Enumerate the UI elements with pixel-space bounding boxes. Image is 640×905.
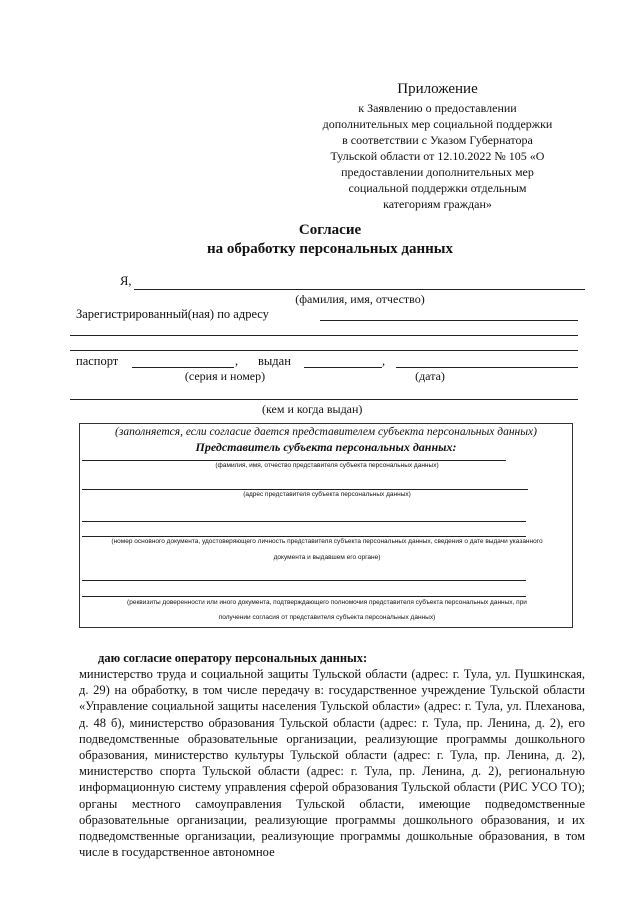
- appendix-line: социальной поддержки отдельным: [348, 181, 527, 195]
- address-field-1[interactable]: [320, 320, 578, 321]
- appendix-header: [300, 80, 575, 212]
- appendix-heading: Приложение: [397, 81, 478, 97]
- issued-label: выдан: [258, 354, 291, 368]
- rep-doc-hint-1: (номер основного документа, удостоверяющего личность представителя субъекта персональных данных, сведения о дате выдачи указанного: [111, 538, 543, 545]
- representative-box: [79, 423, 573, 628]
- rep-address-hint: (адрес представителя субъекта персональных данных): [243, 491, 411, 498]
- appendix-line: в соответствии с Указом Губернатора: [342, 133, 533, 147]
- fio-field[interactable]: [134, 289, 585, 290]
- rep-power-field-1[interactable]: [82, 580, 526, 581]
- issue-date-field-2[interactable]: [396, 367, 578, 368]
- rep-doc-field-1[interactable]: [82, 521, 526, 522]
- passport-label: паспорт: [76, 354, 119, 368]
- rep-doc-field-2[interactable]: [82, 536, 526, 537]
- rep-doc-hint-2: документа и выдавшем его органе): [273, 554, 381, 561]
- representative-heading: Представитель субъекта персональных данных:: [195, 440, 457, 454]
- consent-body: министерство труда и социальной защиты Тульской области (адрес: г. Тула, ул. Пушкинская, д. 29) на обработку, в том числе передачу в: государственное учреждение Тульской области «Управление социальной защиты населения Тульской области» (адрес: г. Тула, ул. Плеханова, д. 48 б), министерство образования Тульской области (адрес: г. Тула, пр. Ленина, д. 2), его подведомственные образовательные организации, реализующие программы дошкольного образования, министерство культуры Тульской области (адрес: г. Тула, пр. Ленина, д. 2), министерство спорта Тульской области (адрес: г. Тула, пр. Ленина, д. 2), региональную информационную систему управления сферой образования Тульской области (РИС УСО ТО); органы местного самоуправления Тульской области, имеющие подведомственные образовательные организации, реализующие программы дошкольного образования, и их подведомственные организации, реализующие программы дошкольные образования, в том числе в государственное автономное: [79, 667, 585, 860]
- address-field-2[interactable]: [70, 335, 578, 336]
- appendix-line: предоставлении дополнительных мер: [341, 165, 534, 179]
- rep-fio-field[interactable]: [82, 460, 506, 461]
- appendix-line: Тульской области от 12.10.2022 № 105 «О: [330, 149, 545, 163]
- appendix-line: категориям граждан»: [383, 197, 492, 211]
- fio-hint: (фамилия, имя, отчество): [295, 292, 425, 306]
- issued-by-field[interactable]: [70, 399, 578, 400]
- appendix-line: дополнительных мер социальной поддержки: [322, 117, 553, 131]
- title-line-1: Согласие: [298, 222, 362, 238]
- address-field-3[interactable]: [70, 350, 578, 351]
- comma-1: ,: [235, 354, 239, 368]
- series-hint: (серия и номер): [184, 369, 266, 383]
- rep-fio-hint: (фамилия, имя, отчество представителя субъекта персональных данных): [215, 462, 439, 469]
- appendix-line: к Заявлению о предоставлении: [358, 101, 517, 115]
- registered-label: Зарегистрированный(ная) по адресу: [76, 307, 269, 321]
- rep-power-hint-1: (реквизиты доверенности или иного документа, подтверждающего полномочия представителя субъекта персональных данных, при: [127, 599, 527, 606]
- comma-2: ,: [382, 354, 386, 368]
- passport-series-field[interactable]: [132, 367, 234, 368]
- rep-power-hint-2: получении согласия от представителя субъекта персональных данных): [218, 614, 436, 621]
- issue-date-field[interactable]: [304, 367, 382, 368]
- document-title: [170, 221, 490, 259]
- issued-by-hint: (кем и когда выдан): [262, 402, 363, 416]
- date-hint: (дата): [415, 369, 445, 383]
- consent-heading: даю согласие оператору персональных данных:: [98, 651, 368, 665]
- title-line-2: на обработку персональных данных: [207, 241, 453, 257]
- representative-note: (заполняется, если согласие дается представителем субъекта персональных данных): [115, 426, 537, 438]
- rep-address-field[interactable]: [82, 489, 528, 490]
- rep-power-field-2[interactable]: [82, 596, 526, 597]
- i-label: Я,: [120, 274, 132, 288]
